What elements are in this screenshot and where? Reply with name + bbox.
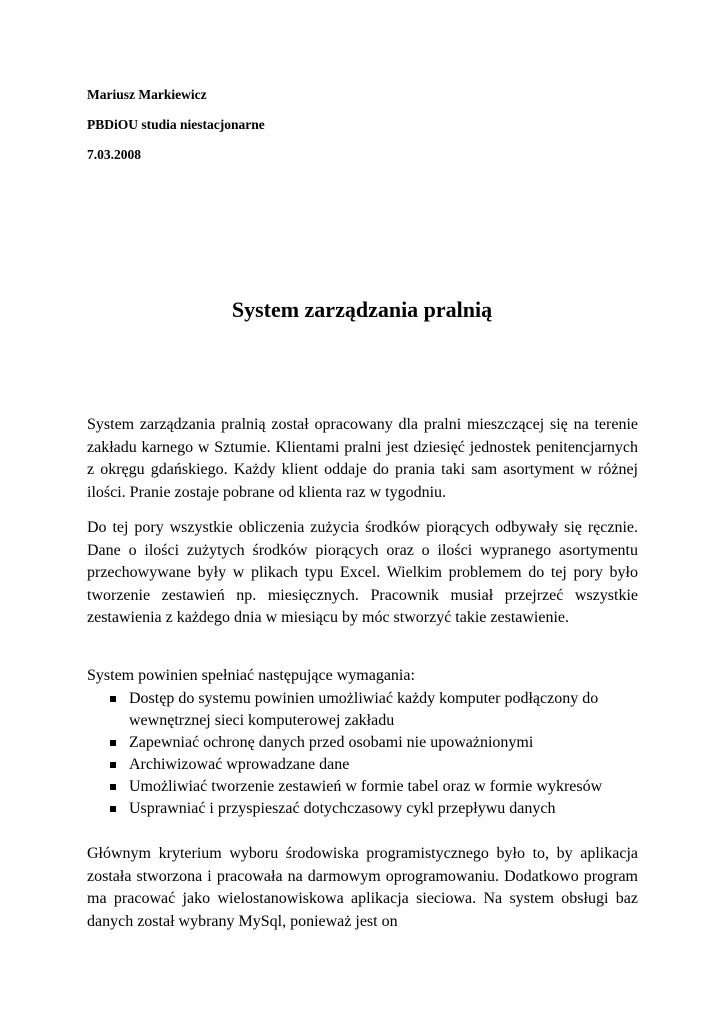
- list-item-text: Zapewniać ochronę danych przed osobami nie upoważnionymi: [129, 734, 534, 751]
- list-item: [108, 798, 648, 820]
- square-bullet-icon: [110, 696, 116, 702]
- square-bullet-icon: [110, 806, 116, 812]
- course-name: PBDiOU studia niestacjonarne: [87, 117, 265, 132]
- list-item: [108, 688, 648, 732]
- requirements-list: [108, 688, 648, 820]
- square-bullet-icon: [110, 762, 116, 768]
- list-item: [108, 732, 648, 754]
- square-bullet-icon: [110, 740, 116, 746]
- square-bullet-icon: [110, 784, 116, 790]
- list-item-text: Usprawniać i przyspieszać dotychczasowy cykl przepływu danych: [129, 800, 556, 817]
- list-item: [108, 754, 648, 776]
- list-item: [108, 776, 648, 798]
- history-paragraph: Do tej pory wszystkie obliczenia zużycia środków piorących odbywały się ręcznie. Dane o ilości zużytych środków piorących oraz o ilości wypranego asortymentu przechowywane były w plikach typu Excel. Wielkim problemem do tej pory było tworzenie zestawień np. miesięcznych. Pracownik musiał przejrzeć wszystkie zestawienia z każdego dnia w miesiącu by móc stworzyć takie zestawienie.: [87, 519, 638, 626]
- closing-paragraph: Głównym kryterium wyboru środowiska programistycznego było to, by aplikacja została stworzona i pracowała na darmowym oprogramowaniu. Dodatkowo program ma pracować jako wielostanowiskowa aplikacja sieciowa. Na system obsługi baz danych został wybrany MySql, ponieważ jest on: [87, 845, 638, 930]
- author-name: Mariusz Markiewicz: [87, 87, 207, 102]
- list-item-text: Dostęp do systemu powinien umożliwiać każdy komputer podłączony do wewnętrznej sieci komputerowej zakładu: [129, 690, 599, 729]
- document-date: 7.03.2008: [87, 147, 141, 162]
- intro-paragraph: System zarządzania pralnią został opracowany dla pralni mieszczącej się na terenie zakładu karnego w Sztumie. Klientami pralni jest dziesięć jednostek penitencjarnych z okręgu gdańskiego. Każdy klient oddaje do prania taki sam asortyment w różnej ilości. Pranie zostaje pobrane od klienta raz w tygodniu.: [87, 416, 638, 501]
- list-item-text: Archiwizować wprowadzane dane: [129, 756, 350, 773]
- requirements-intro: System powinien spełniać następujące wymagania:: [87, 667, 415, 684]
- list-item-text: Umożliwiać tworzenie zestawień w formie tabel oraz w formie wykresów: [129, 778, 603, 795]
- document-title: System zarządzania pralnią: [231, 297, 493, 322]
